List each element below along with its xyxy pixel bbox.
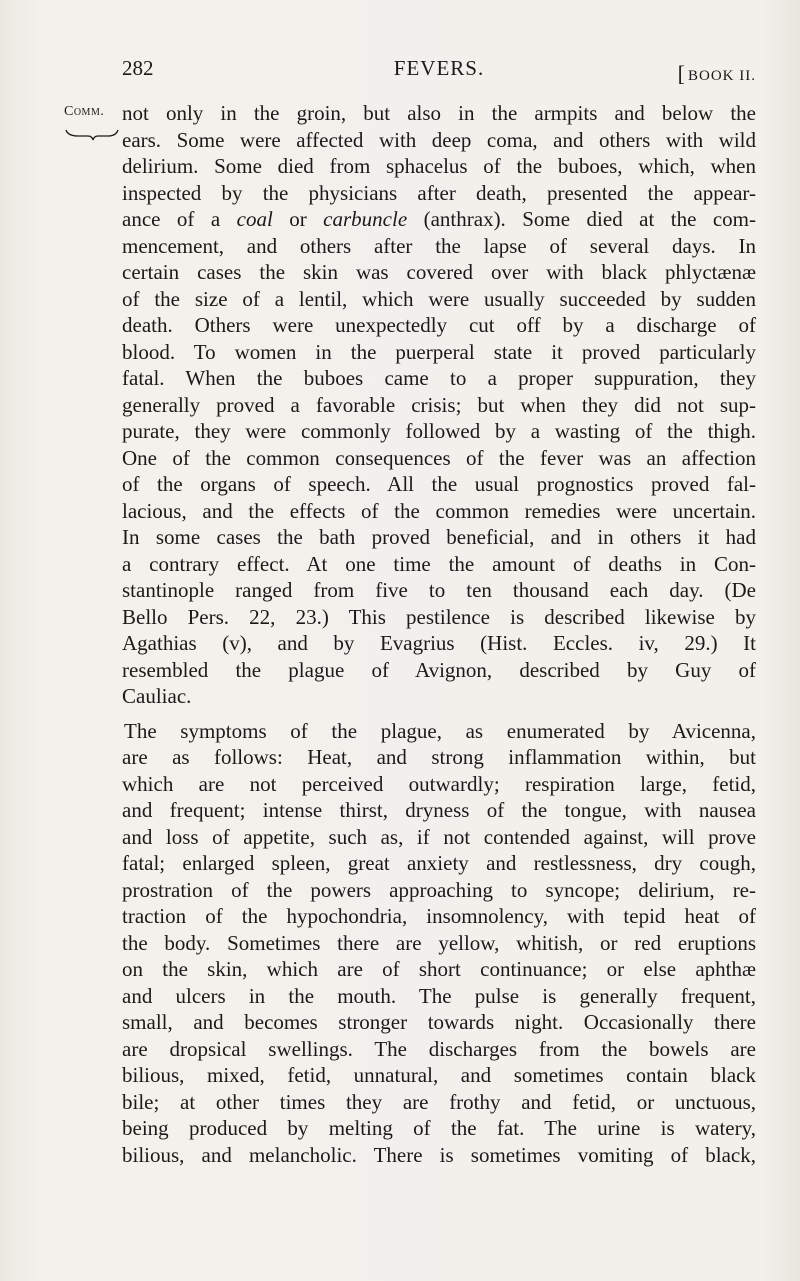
text-line: In some cases the bath proved beneficial, and in others it had [122,525,756,549]
text-line: bilious, mixed, fetid, unnatural, and sometimes contain black [122,1063,756,1087]
text-line: fatal. When the buboes came to a proper suppuration, they [122,366,756,390]
text-line: small, and becomes stronger towards night. Occasionally there [122,1010,756,1034]
paragraph-2 [122,718,756,1169]
text-line: bilious, and melancholic. There is sometimes vomiting of black, [122,1142,756,1167]
text-line: which are not perceived outwardly; respiration large, fetid, [122,771,756,796]
paragraph-gap [122,710,756,718]
text-line: a contrary effect. At one time the amount of deaths in Con- [122,551,756,576]
text-line: being produced by melting of the fat. The urine is watery, [122,1116,756,1140]
text-line: and ulcers in the mouth. The pulse is generally frequent, [122,983,756,1008]
text-line: on the skin, which are of short continuance; or else aphthæ [122,957,756,981]
text-line: not only in the groin, but also in the armpits and below the [122,101,756,125]
italic-word-carbuncle: carbuncle [323,207,408,231]
text-line: and frequent; intense thirst, dryness of the tongue, with nausea [122,798,756,822]
italic-word-coal: coal [236,207,273,231]
text-line: the body. Sometimes there are yellow, whitish, or red eruptions [122,930,756,955]
text-line: death. Others were unexpectedly cut off by a discharge of [122,313,756,337]
text-line [122,206,756,233]
text-line: are dropsical swellings. The discharges from the bowels are [122,1036,756,1061]
text-line: resembled the plague of Avignon, described by Guy of [122,657,756,682]
text-line: inspected by the physicians after death, presented the appear- [122,180,756,205]
margin-note: Comm. [64,104,105,119]
text-line: blood. To women in the puerperal state it proved particularly [122,339,756,364]
text-line: Cauliac. [122,684,192,708]
text-line: fatal; enlarged spleen, great anxiety and restlessness, dry cough, [122,851,756,875]
text-line: are as follows: Heat, and strong inflammation within, but [122,745,756,769]
text-line: One of the common consequences of the fever was an affection [122,445,756,470]
text-line: certain cases the skin was covered over with black phlyctænæ [122,260,756,284]
text-line: mencement, and others after the lapse of several days. In [122,233,756,258]
text-line: traction of the hypochondria, insomnolency, with tepid heat of [122,904,756,928]
text-line: The symptoms of the plague, as enumerated by Avicenna, [124,718,756,743]
running-head [122,56,756,86]
text-line: ears. Some were affected with deep coma, and others with wild [122,127,756,152]
text-run: (anthrax). Some died at the com- [407,207,756,231]
body-text [122,100,756,1168]
text-line: stantinople ranged from five to ten thousand each day. (De [122,578,756,602]
margin-brace-icon [64,128,120,142]
text-line: and loss of appetite, such as, if not contended against, will prove [122,824,756,849]
text-run: or [272,207,324,231]
text-line: generally proved a favorable crisis; but when they did not sup- [122,392,756,417]
text-run: ance of a [122,207,237,231]
page-number: 282 [122,56,154,80]
text-line: bile; at other times they are frothy and fetid, or unctuous, [122,1089,756,1114]
text-line: delirium. Some died from sphacelus of the buboes, which, when [122,154,756,178]
text-line: of the size of a lentil, which were usually succeeded by sudden [122,286,756,311]
text-line: Bello Pers. 22, 23.) This pestilence is described likewise by [122,604,756,629]
text-line: lacious, and the effects of the common remedies were uncertain. [122,498,756,523]
paragraph-1 [122,100,756,710]
text-line: of the organs of speech. All the usual prognostics proved fal- [122,472,756,496]
book-reference [678,56,756,86]
text-line: purate, they were commonly followed by a wasting of the thigh. [122,419,756,443]
book-label: BOOK II. [688,68,756,84]
book-bracket: [ [677,61,686,86]
text-line: prostration of the powers approaching to syncope; delirium, re- [122,877,756,902]
running-title: FEVERS. [393,56,485,80]
text-line: Agathias (v), and by Evagrius (Hist. Eccles. iv, 29.) It [122,631,756,655]
